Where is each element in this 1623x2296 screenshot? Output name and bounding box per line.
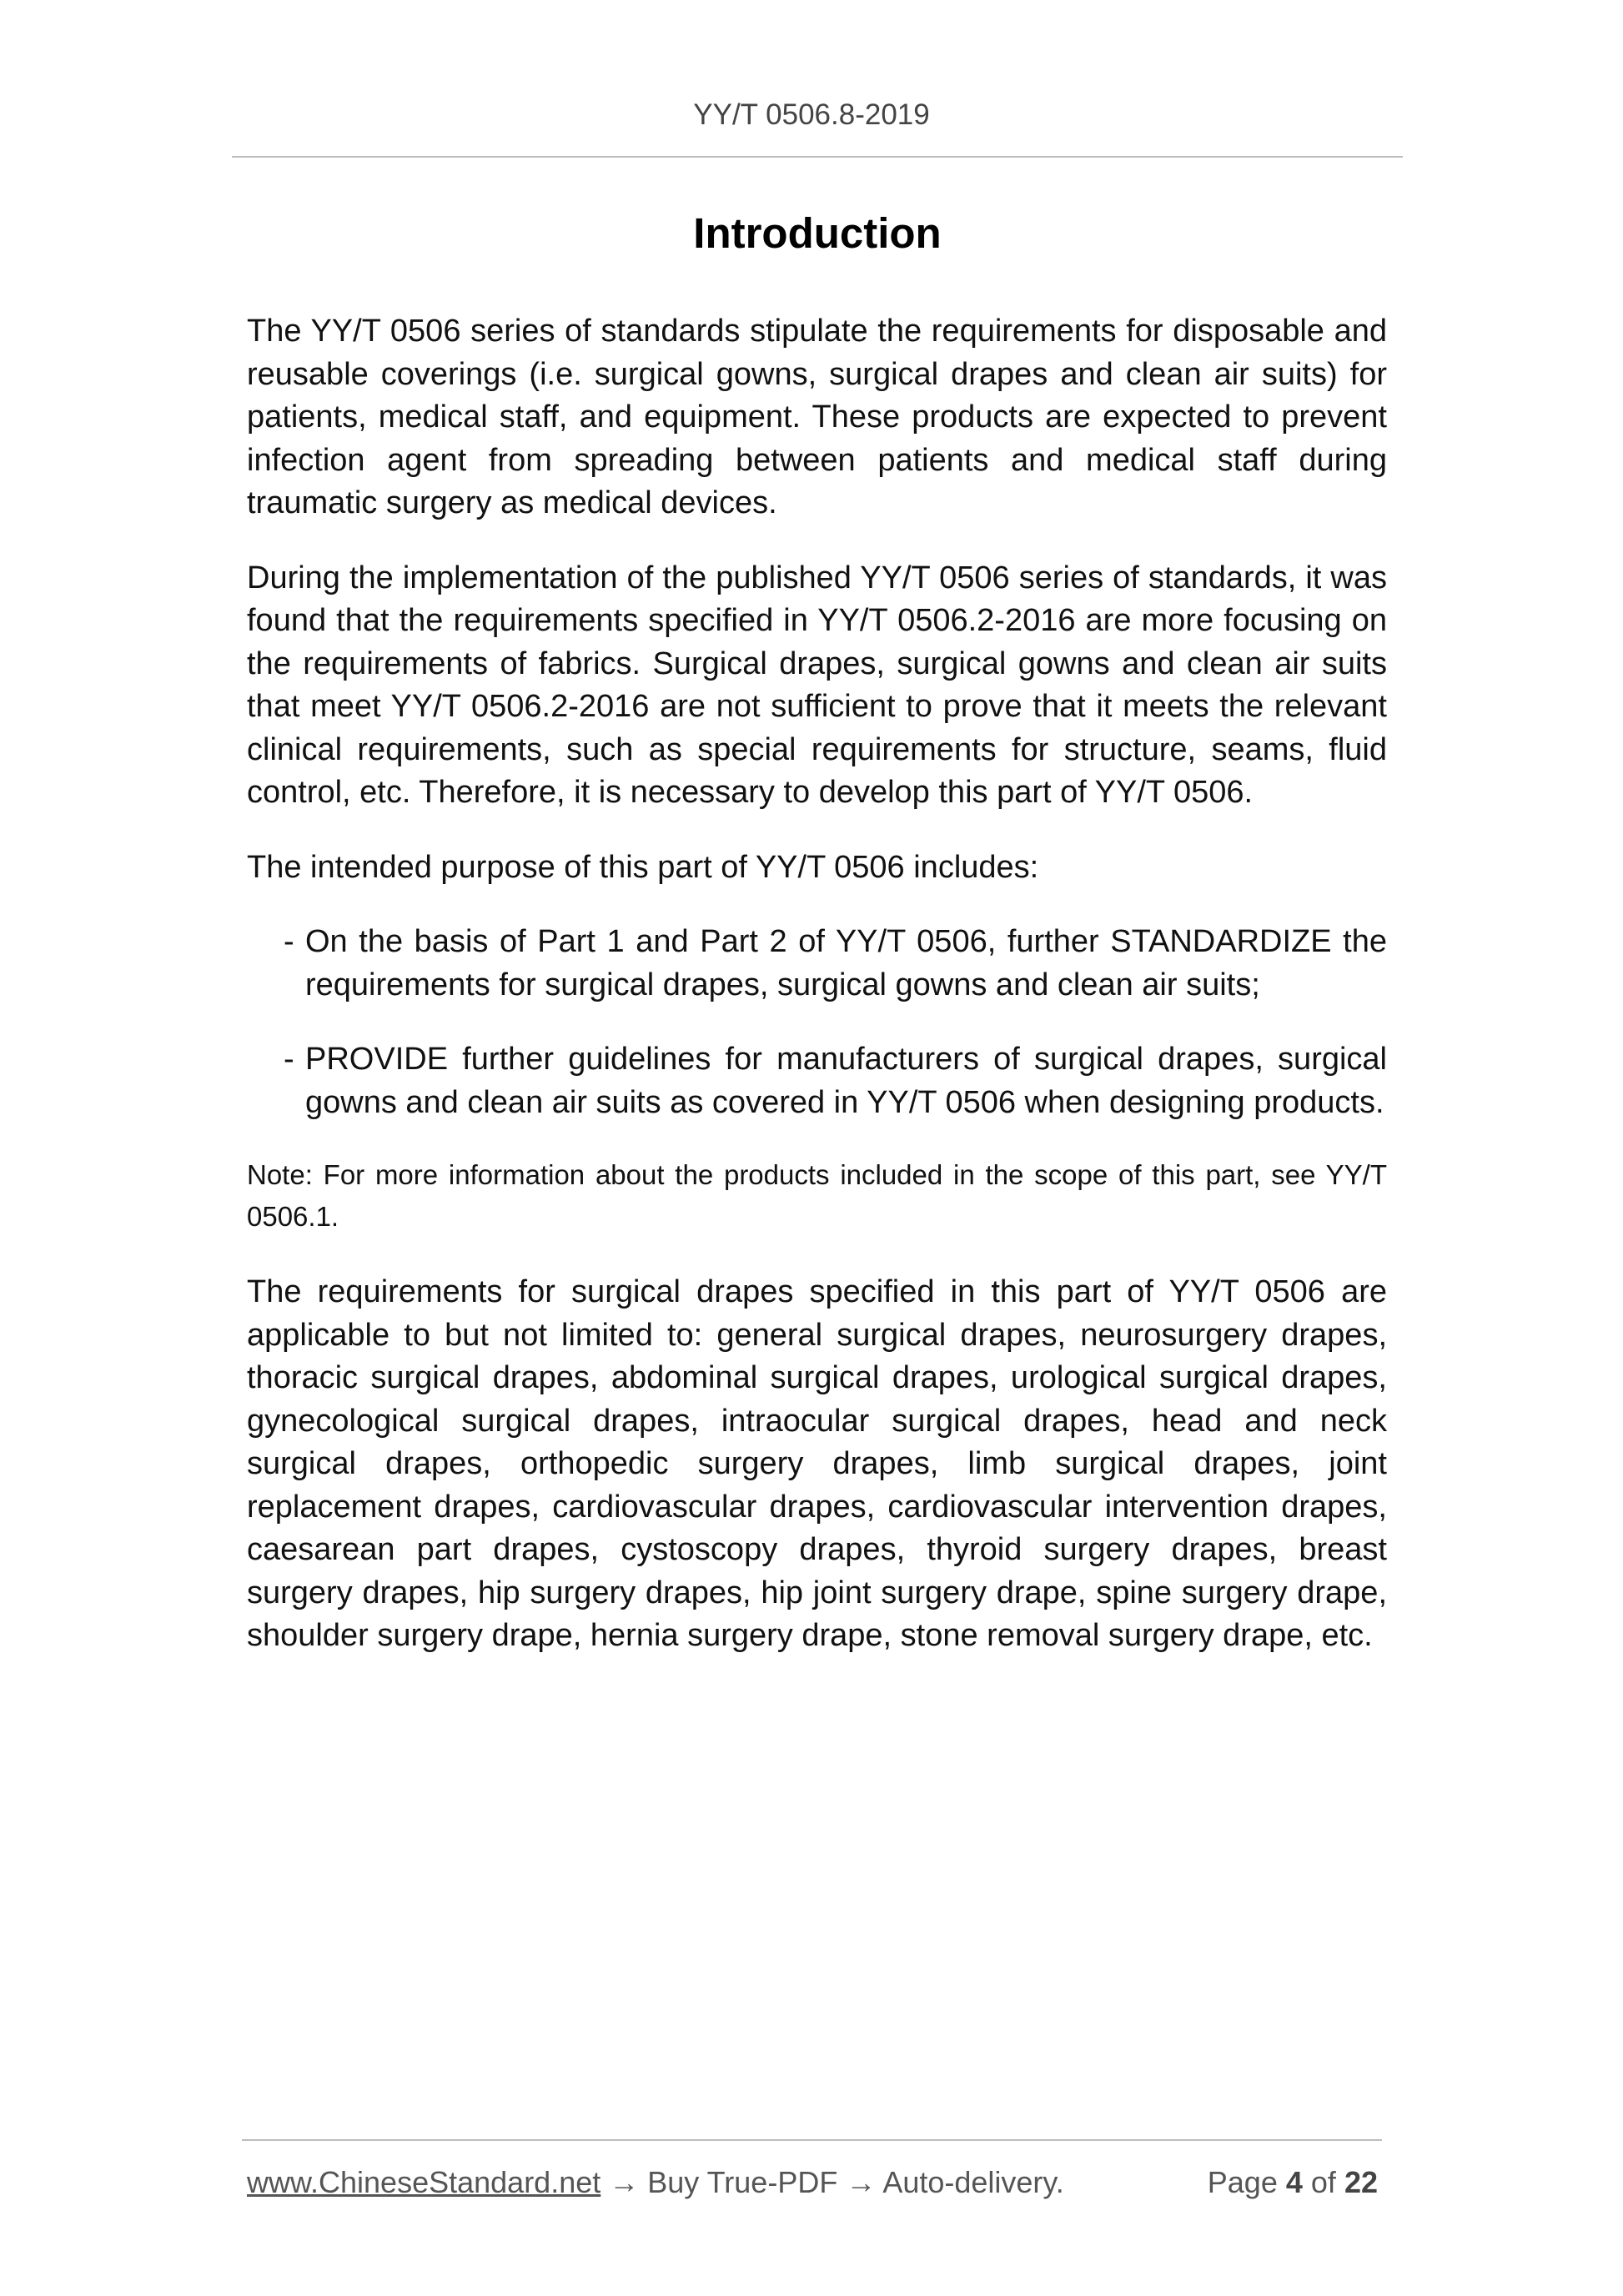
document-id-header: YY/T 0506.8-2019 xyxy=(693,98,930,131)
list-marker: - xyxy=(284,924,294,959)
purpose-list xyxy=(247,921,1387,1124)
footer-divider xyxy=(242,2139,1382,2141)
scope-paragraph: The requirements for surgical drapes specified in this part of YY/T 0506 are applicable to but not limited to: general surgical drapes, neurosurgery drapes, thoracic surgical drapes, abdominal surgical drapes, urological surgical drapes, gynecological surgical drapes, intraocular surgical drapes, head and neck surgical drapes, orthopedic surgery drapes, limb surgical drapes, joint replacement drapes, cardiovascular drapes, cardiovascular intervention drapes, caesarean part drapes, cystoscopy drapes, thyroid surgery drapes, breast surgery drapes, hip surgery drapes, hip joint surgery drape, spine surgery drape, shoulder surgery drape, hernia surgery drape, stone removal surgery drape, etc. xyxy=(247,1274,1387,1653)
document-body xyxy=(247,310,1387,1690)
header-divider xyxy=(232,156,1403,158)
website-link[interactable]: www.ChineseStandard.net xyxy=(247,2165,601,2199)
page-footer xyxy=(247,2165,1378,2207)
current-page-number: 4 xyxy=(1285,2165,1303,2199)
intro-paragraph-2: During the implementation of the published YY/T 0506 series of standards, it was found that the requirements specified in YY/T 0506.2-2016 are more focusing on the requirements of fabrics. Surgical drapes, surgical gowns and clean air suits that meet YY/T 0506.2-2016 are not sufficient to prove that it meets the relevant clinical requirements, such as special requirements for structure, seams, fluid control, etc. Therefore, it is necessary to develop this part of YY/T 0506. xyxy=(247,560,1387,810)
list-marker: - xyxy=(284,1042,294,1077)
footer-promo-text: → Buy True-PDF → Auto-delivery. xyxy=(600,2165,1064,2199)
list-item xyxy=(247,1038,1387,1124)
note-text: Note: For more information about the products included in the scope of this part, see YY/T 0506.1. xyxy=(247,1159,1387,1232)
page-label: Page xyxy=(1207,2165,1278,2199)
intro-paragraph-3: The intended purpose of this part of YY/T 0506 includes: xyxy=(247,849,1039,885)
page-title: Introduction xyxy=(693,209,942,257)
intro-paragraph-1: The YY/T 0506 series of standards stipulate the requirements for disposable and reusable coverings (i.e. surgical gowns, surgical drapes and clean air suits) for patients, medical staff, and equipment. These products are expected to prevent infection agent from spreading between patients and medical staff during traumatic surgery as medical devices. xyxy=(247,314,1387,520)
footer-promo xyxy=(247,2165,1064,2200)
of-label: of xyxy=(1310,2165,1336,2199)
page-counter xyxy=(1208,2165,1378,2200)
list-item xyxy=(247,921,1387,1007)
list-item-text: On the basis of Part 1 and Part 2 of YY/T 0506, further STANDARDIZE the requirements for surgical drapes, surgical gowns and clean air suits; xyxy=(305,924,1387,1002)
total-pages-number: 22 xyxy=(1344,2165,1378,2199)
list-item-text: PROVIDE further guidelines for manufacturers of surgical drapes, surgical gowns and clean air suits as covered in YY/T 0506 when designing products. xyxy=(305,1042,1387,1120)
